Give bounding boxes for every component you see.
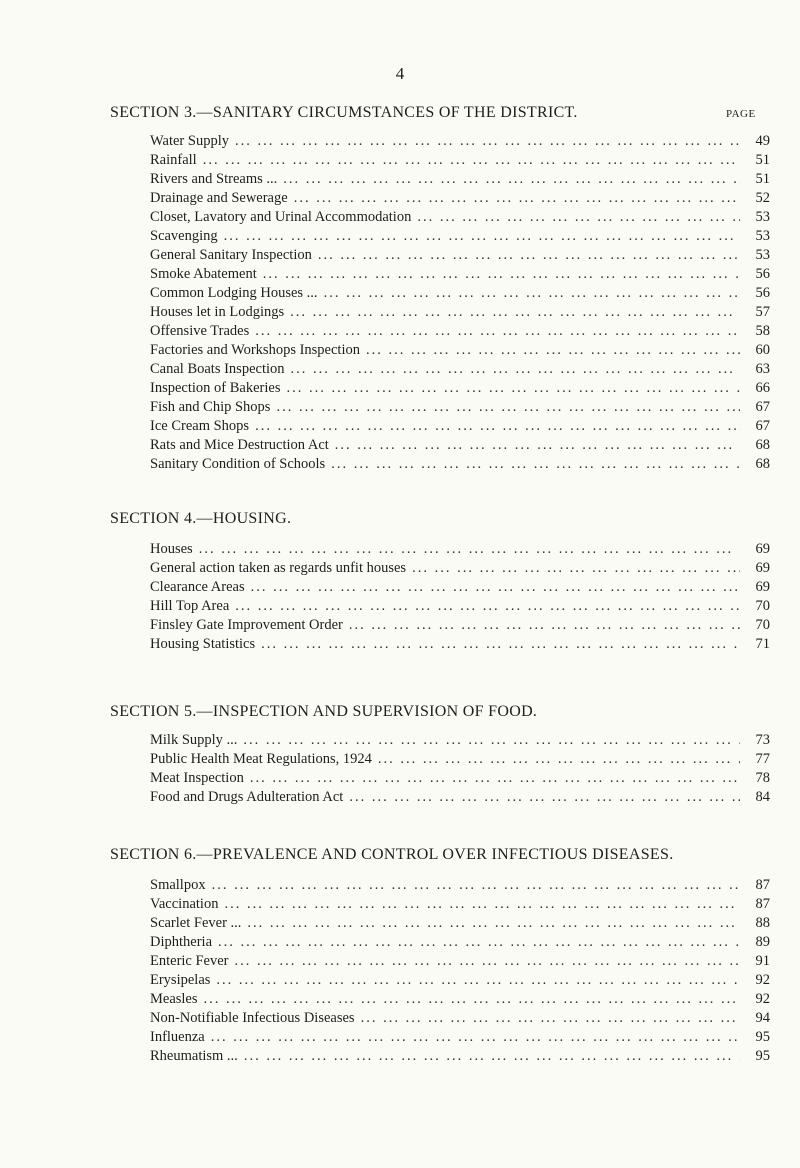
toc-entry <box>150 322 770 341</box>
section-heading: SECTION 4.—HOUSING. <box>110 510 292 527</box>
entry-page-number: 67 <box>755 399 770 415</box>
toc-entry <box>150 559 770 578</box>
entry-title: Water Supply <box>150 133 229 149</box>
dot-leader <box>366 341 740 360</box>
toc-entry <box>150 616 770 635</box>
entry-title: Factories and Workshops Inspection <box>150 342 360 358</box>
section-4-entries <box>150 540 770 654</box>
entry-title: Food and Drugs Adulteration Act <box>150 789 344 805</box>
dot-leader <box>255 417 740 436</box>
page-number: 4 <box>395 64 405 83</box>
entry-title: Vaccination <box>150 896 219 912</box>
entry-title: Houses let in Lodgings <box>150 304 285 320</box>
entry-page-number: 60 <box>755 342 770 358</box>
dot-leader <box>224 895 740 914</box>
toc-entry <box>150 227 770 246</box>
toc-entry <box>150 417 770 436</box>
dot-leader <box>324 284 740 303</box>
toc-entry <box>150 170 770 189</box>
entry-page-number: 70 <box>755 598 770 614</box>
toc-entry <box>150 990 770 1009</box>
toc-entry <box>150 788 770 807</box>
dot-leader <box>203 151 740 170</box>
entry-title: Closet, Lavatory and Urinal Accommodation <box>150 209 412 225</box>
dot-leader <box>204 990 740 1009</box>
section-heading: SECTION 5.—INSPECTION AND SUPERVISION OF FOOD. <box>110 703 538 720</box>
toc-entry <box>150 914 770 933</box>
dot-leader <box>212 876 740 895</box>
entry-page-number: 53 <box>755 247 770 263</box>
entry-page-number: 67 <box>755 418 770 434</box>
entry-title: Scavenging <box>150 228 218 244</box>
toc-entry <box>150 933 770 952</box>
dot-leader <box>417 208 740 227</box>
entry-page-number: 88 <box>755 915 770 931</box>
dot-leader <box>247 914 740 933</box>
entry-page-number: 92 <box>755 972 770 988</box>
entry-page-number: 69 <box>755 560 770 576</box>
dot-leader <box>255 322 740 341</box>
entry-title: Influenza <box>150 1029 205 1045</box>
dot-leader <box>250 769 740 788</box>
entry-page-number: 57 <box>755 304 770 320</box>
entry-title: Ice Cream Shops <box>150 418 250 434</box>
toc-entry <box>150 341 770 360</box>
toc-entry <box>150 436 770 455</box>
toc-entry <box>150 303 770 322</box>
dot-leader <box>331 455 740 474</box>
dot-leader <box>291 360 740 379</box>
dot-leader <box>211 1028 740 1047</box>
toc-entry <box>150 1028 770 1047</box>
toc-entry <box>150 635 770 654</box>
entry-page-number: 69 <box>755 541 770 557</box>
entry-page-number: 71 <box>755 636 770 652</box>
entry-page-number: 56 <box>755 285 770 301</box>
entry-title: Smoke Abatement <box>150 266 257 282</box>
dot-leader <box>261 635 740 654</box>
entry-title: Canal Boats Inspection <box>150 361 285 377</box>
entry-title: Finsley Gate Improvement Order <box>150 617 343 633</box>
dot-leader <box>235 132 740 151</box>
dot-leader <box>378 750 740 769</box>
dot-leader <box>335 436 740 455</box>
entry-page-number: 95 <box>755 1029 770 1045</box>
entry-title: Fish and Chip Shops <box>150 399 271 415</box>
entry-page-number: 77 <box>755 751 770 767</box>
entry-title: Inspection of Bakeries <box>150 380 281 396</box>
entry-title: Meat Inspection <box>150 770 244 786</box>
entry-title: Sanitary Condition of Schools <box>150 456 326 472</box>
dot-leader <box>263 265 740 284</box>
entry-page-number: 68 <box>755 456 770 472</box>
entry-page-number: 87 <box>755 877 770 893</box>
toc-entry <box>150 876 770 895</box>
entry-title: Rivers and Streams ... <box>150 171 278 187</box>
toc-entry <box>150 597 770 616</box>
toc-entry <box>150 971 770 990</box>
toc-entry <box>150 769 770 788</box>
entry-title: Houses <box>150 541 193 557</box>
toc-entry <box>150 265 770 284</box>
dot-leader <box>283 170 740 189</box>
toc-entry <box>150 750 770 769</box>
toc-entry <box>150 379 770 398</box>
toc-entry <box>150 731 770 750</box>
entry-page-number: 63 <box>755 361 770 377</box>
toc-entry <box>150 360 770 379</box>
entry-title: Common Lodging Houses ... <box>150 285 318 301</box>
section-heading: SECTION 6.—PREVALENCE AND CONTROL OVER INFECTIOUS DISEASES. <box>110 846 674 863</box>
toc-entry <box>150 284 770 303</box>
toc-entry <box>150 895 770 914</box>
section-5-entries <box>150 731 770 807</box>
entry-page-number: 53 <box>755 209 770 225</box>
section-3-entries <box>150 132 770 474</box>
entry-page-number: 51 <box>755 152 770 168</box>
toc-entry <box>150 132 770 151</box>
dot-leader <box>318 246 740 265</box>
entry-page-number: 58 <box>755 323 770 339</box>
dot-leader <box>199 540 740 559</box>
entry-title: Rheumatism ... <box>150 1048 238 1064</box>
toc-entry <box>150 455 770 474</box>
dot-leader <box>276 398 740 417</box>
entry-title: Rats and Mice Destruction Act <box>150 437 329 453</box>
dot-leader <box>251 578 740 597</box>
toc-entry <box>150 1009 770 1028</box>
entry-title: Milk Supply ... <box>150 732 238 748</box>
page-column-label: PAGE <box>726 108 756 120</box>
entry-page-number: 52 <box>755 190 770 206</box>
entry-page-number: 92 <box>755 991 770 1007</box>
entry-page-number: 53 <box>755 228 770 244</box>
toc-entry <box>150 578 770 597</box>
dot-leader <box>244 1047 740 1066</box>
entry-page-number: 78 <box>755 770 770 786</box>
entry-page-number: 95 <box>755 1048 770 1064</box>
entry-page-number: 89 <box>755 934 770 950</box>
dot-leader <box>412 559 740 578</box>
entry-page-number: 73 <box>755 732 770 748</box>
dot-leader <box>224 227 740 246</box>
entry-title: Rainfall <box>150 152 197 168</box>
dot-leader <box>290 303 740 322</box>
entry-title: Public Health Meat Regulations, 1924 <box>150 751 372 767</box>
entry-title: Erysipelas <box>150 972 211 988</box>
dot-leader <box>235 597 740 616</box>
entry-title: General Sanitary Inspection <box>150 247 312 263</box>
dot-leader <box>235 952 740 971</box>
toc-entry <box>150 208 770 227</box>
entry-title: Smallpox <box>150 877 206 893</box>
toc-entry <box>150 151 770 170</box>
toc-entry <box>150 189 770 208</box>
toc-entry <box>150 952 770 971</box>
entry-title: Housing Statistics <box>150 636 256 652</box>
toc-entry <box>150 1047 770 1066</box>
entry-title: Drainage and Sewerage <box>150 190 288 206</box>
entry-title: Offensive Trades <box>150 323 250 339</box>
dot-leader <box>218 933 740 952</box>
toc-entry <box>150 398 770 417</box>
dot-leader <box>243 731 740 750</box>
section-heading: SECTION 3.—SANITARY CIRCUMSTANCES OF THE DISTRICT. <box>110 104 578 121</box>
section-6-entries <box>150 876 770 1066</box>
entry-page-number: 56 <box>755 266 770 282</box>
entry-title: Diphtheria <box>150 934 213 950</box>
entry-title: Enteric Fever <box>150 953 229 969</box>
entry-page-number: 87 <box>755 896 770 912</box>
entry-page-number: 51 <box>755 171 770 187</box>
dot-leader <box>349 788 740 807</box>
entry-page-number: 66 <box>755 380 770 396</box>
entry-page-number: 49 <box>755 133 770 149</box>
dot-leader <box>349 616 740 635</box>
entry-title: Scarlet Fever ... <box>150 915 242 931</box>
entry-title: Measles <box>150 991 198 1007</box>
entry-page-number: 84 <box>755 789 770 805</box>
entry-title: General action taken as regards unfit houses <box>150 560 407 576</box>
entry-title: Hill Top Area <box>150 598 230 614</box>
dot-leader <box>286 379 740 398</box>
entry-title: Non-Notifiable Infectious Diseases <box>150 1010 355 1026</box>
dot-leader <box>294 189 740 208</box>
entry-page-number: 91 <box>755 953 770 969</box>
dot-leader <box>216 971 740 990</box>
dot-leader <box>361 1009 740 1028</box>
entry-page-number: 69 <box>755 579 770 595</box>
toc-entry <box>150 540 770 559</box>
entry-title: Clearance Areas <box>150 579 245 595</box>
entry-page-number: 68 <box>755 437 770 453</box>
entry-page-number: 70 <box>755 617 770 633</box>
entry-page-number: 94 <box>755 1010 770 1026</box>
toc-entry <box>150 246 770 265</box>
